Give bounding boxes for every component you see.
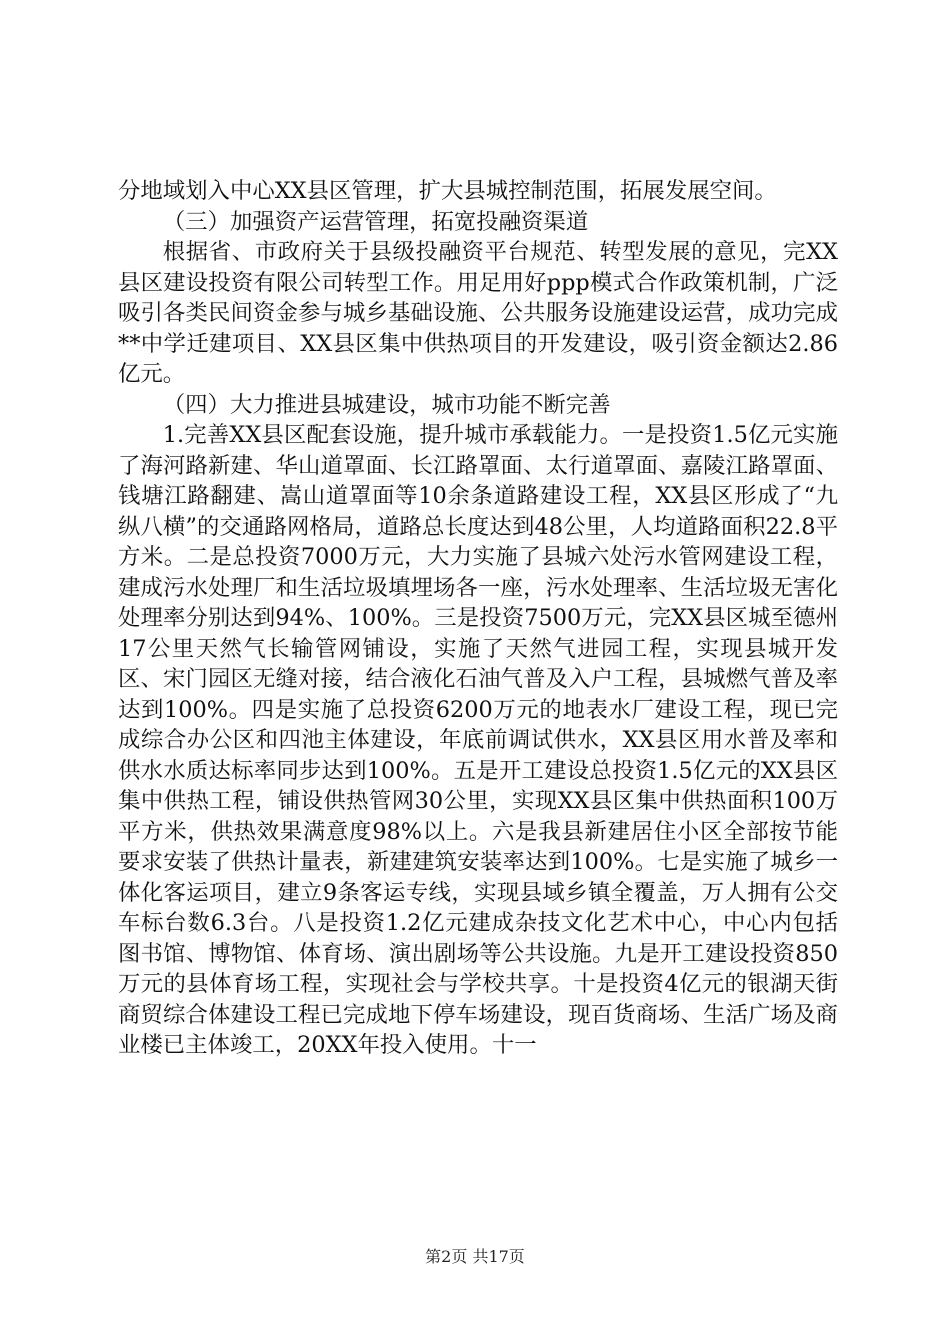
page-footer: 第2页 共17页 <box>425 1247 525 1266</box>
paragraph: 1.完善XX县区配套设施，提升城市承载能力。一是投资1.5亿元实施了海河路新建、华山道罩面、长江路罩面、太行道罩面、嘉陵江路罩面、钱塘江路翻建、嵩山道罩面等10余条道路建设工程，XX县区形成了“九纵八横”的交通路网格局，道路总长度达到48公里，人均道路面积22.8平方米。二是总投资7000万元，大力实施了县城六处污水管网建设工程，建成污水处理厂和生活垃圾填埋场各一座，污水处理率、生活垃圾无害化处理率分别达到94%、100%。三是投资7500万元，完XX县区城至德州17公里天然气长输管网铺设，实施了天然气进园工程，实现县城开发区、宋门园区无缝对接，结合液化石油气普及入户工程，县城燃气普及率达到100%。四是实施了总投资6200万元的地表水厂建设工程，现已完成综合办公区和四池主体建设，年底前调试供水，XX县区用水普及率和供水水质达标率同步达到100%。五是开工建设总投资1.5亿元的XX县区集中供热工程，铺设供热管网30公里，实现XX县区集中供热面积100万平方米，供热效果满意度98%以上。六是我县新建居住小区全部按节能要求安装了供热计量表，新建建筑安装率达到100%。七是实施了城乡一体化客运项目，建立9条客运专线，实现县域乡镇全覆盖，万人拥有公交车标台数6.3台。八是投资1.2亿元建成杂技文化艺术中心，中心内包括图书馆、博物馆、体育场、演出剧场等公共设施。九是开工建设投资850万元的县体育场工程，实现社会与学校共享。十是投资4亿元的银湖天街商贸综合体建设工程已完成地下停车场建设，现百货商场、生活广场及商业楼已主体竣工，20XX年投入使用。十一 <box>118 422 838 1058</box>
paragraph: 根据省、市政府关于县级投融资平台规范、转型发展的意见，完XX县区建设投资有限公司转型工作。用足用好ppp模式合作政策机制，广泛吸引各类民间资金参与城乡基础设施、公共服务设施建设运营，成功完成**中学迁建项目、XX县区集中供热项目的开发建设，吸引资金额达2.86亿元。 <box>118 239 838 387</box>
section-heading-4: （四）大力推进县城建设，城市功能不断完善 <box>162 391 611 418</box>
paragraph-continued: 分地域划入中心XX县区管理，扩大县城控制范围，拓展发展空间。 <box>118 178 777 204</box>
document-body <box>118 176 838 1061</box>
section-heading-3: （三）加强资产运营管理，拓宽投融资渠道 <box>162 208 589 235</box>
